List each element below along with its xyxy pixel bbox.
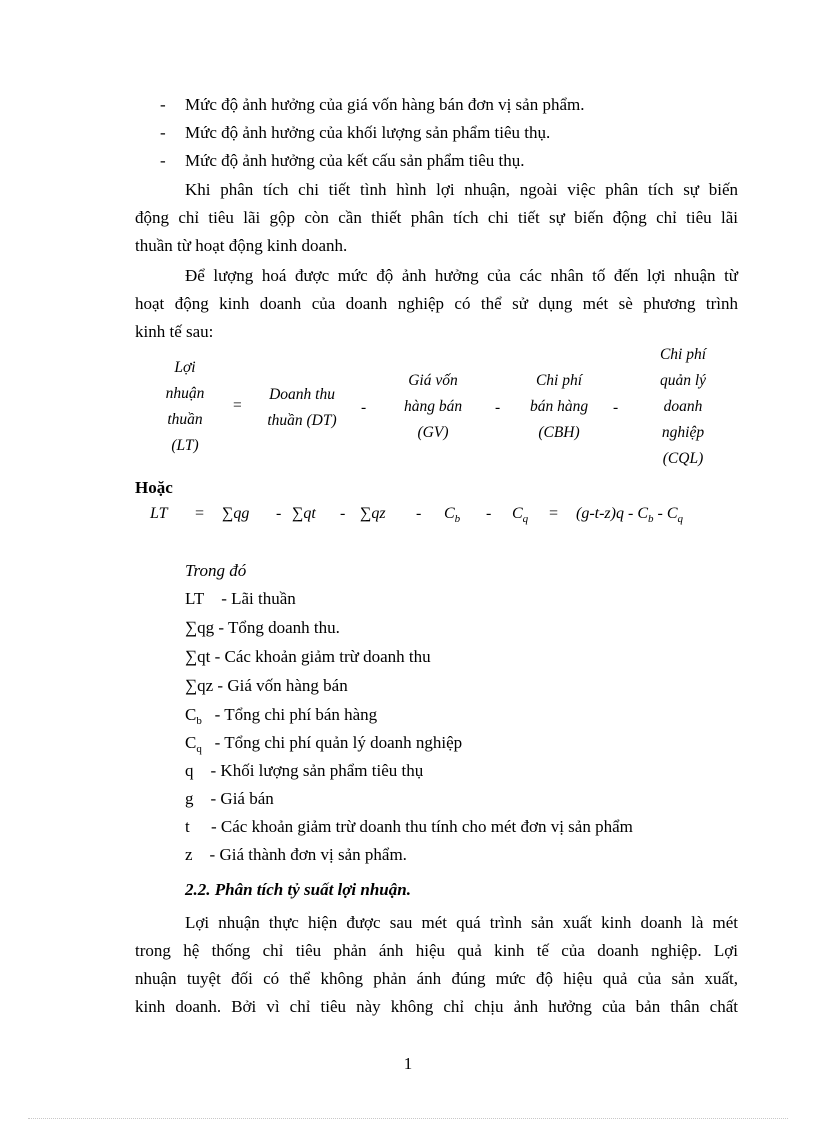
definition-item: [185, 817, 633, 839]
formula-sum-qg: ∑qg: [222, 505, 250, 522]
bullet-text: Mức độ ảnh hưởng của khối lượng sản phẩm tiêu thụ.: [185, 123, 551, 142]
paragraph-profit-ratio: [135, 909, 738, 1021]
equation-line: (CQL): [662, 450, 704, 467]
paragraph-intro: [135, 176, 738, 260]
definition-symbol: ∑qg: [185, 618, 215, 637]
definition-item: [185, 618, 340, 640]
equation-line: nhuận: [165, 385, 205, 402]
equation-line: doanh: [663, 398, 703, 415]
equation-line: Giá vốn: [408, 372, 458, 389]
equation-term-dt: [250, 382, 354, 434]
definition-symbol: C: [185, 705, 197, 724]
definition-text: - Giá thành đơn vị sản phẩm.: [192, 845, 407, 864]
paragraph-line: Lợi nhuận thực hiện được sau mét quá trình sản xuất kinh doanh là mét: [185, 913, 738, 932]
definition-text: - Các khoản giảm trừ doanh thu: [210, 647, 431, 666]
equation-line: Chi phí: [535, 372, 583, 389]
equation-line: nghiệp: [661, 424, 705, 441]
equals-sign: =: [233, 397, 242, 414]
paragraph-line: động chỉ tiêu lãi gộp còn cần thiết phân tích chi tiết sự biến động chỉ tiêu lãi: [135, 208, 738, 227]
equation-line: hàng bán: [403, 398, 463, 415]
definition-symbol: C: [185, 733, 197, 752]
formula-rhs: [576, 505, 683, 525]
definition-text: - Các khoản giảm trừ doanh thu tính cho mét đơn vị sản phẩm: [189, 817, 633, 836]
definition-symbol: z: [185, 845, 193, 864]
symbol-c: C: [444, 505, 455, 522]
equation-line: Chi phí: [659, 346, 707, 363]
bullet-dash: -: [160, 95, 166, 114]
formula-sum-qz: ∑qz: [360, 505, 386, 522]
page-footer-divider: [28, 1118, 788, 1119]
subscript: b: [454, 513, 461, 525]
minus-sign: -: [361, 399, 367, 416]
definition-symbol: ∑qz: [185, 676, 214, 695]
rhs-text: - C: [653, 505, 678, 522]
definition-text: - Lãi thuần: [204, 589, 296, 608]
equation-line: (LT): [171, 437, 199, 454]
definition-text: - Giá bán: [193, 789, 274, 808]
section-heading: 2.2. Phân tích tỷ suất lợi nhuận.: [185, 880, 411, 899]
subscript: b: [196, 715, 202, 727]
paragraph-line: Khi phân tích chi tiết tình hình lợi nhuận, ngoài việc phân tích sự biến: [185, 180, 738, 199]
bullet-text: Mức độ ảnh hưởng của giá vốn hàng bán đơn vị sản phẩm.: [185, 95, 585, 114]
equation-line: Doanh thu: [269, 386, 335, 403]
definition-item: [185, 845, 407, 867]
definition-text: - Khối lượng sản phẩm tiêu thụ: [193, 761, 424, 780]
or-label: Hoặc: [135, 478, 173, 497]
paragraph-line: thuần từ hoạt động kinh doanh.: [135, 236, 348, 255]
equation-line: bán hàng: [529, 398, 589, 415]
definition-item: [185, 647, 431, 669]
page-number: 1: [403, 1054, 413, 1073]
paragraph-line: kinh tế sau:: [135, 322, 214, 341]
equation-line: Lợi: [174, 359, 196, 376]
formula-minus: -: [340, 505, 346, 522]
equation-term-cbh: [514, 368, 604, 446]
bullet-text: Mức độ ảnh hưởng của kết cấu sản phẩm tiêu thụ.: [185, 151, 525, 170]
equation-term-gv: [380, 368, 486, 446]
formula-equals: =: [548, 505, 559, 522]
formula-cq: [512, 505, 528, 525]
equation-line: thuần (DT): [267, 412, 337, 429]
paragraph-line: kinh doanh. Bởi vì chỉ tiêu này không chỉ chịu ảnh hưởng của bản thân chất: [135, 997, 738, 1016]
definition-item: [185, 789, 274, 811]
formula-lt: LT: [150, 505, 168, 522]
definition-text: - Tổng chi phí quản lý doanh nghiệp: [201, 733, 463, 752]
minus-sign: -: [495, 399, 501, 416]
definition-item: [185, 705, 377, 727]
equation-line: (CBH): [538, 424, 580, 441]
formula-minus: -: [416, 505, 422, 522]
paragraph-line: nhuận tuyệt đối có thể không phản ánh đúng mức độ hiệu quả của sản xuất,: [135, 969, 738, 988]
bullet-dash: -: [160, 151, 166, 170]
bullet-dash: -: [160, 123, 166, 142]
definition-text: - Tổng doanh thu.: [214, 618, 340, 637]
formula-sum-qt: ∑qt: [292, 505, 316, 522]
subscript: b: [647, 513, 654, 525]
where-label: Trong đó: [185, 561, 247, 580]
formula-cb: [444, 505, 460, 525]
formula-minus: -: [276, 505, 282, 522]
equation-line: quản lý: [659, 372, 707, 389]
definition-item: [185, 733, 462, 755]
definition-text: - Tổng chi phí bán hàng: [201, 705, 378, 724]
subscript: q: [196, 743, 202, 755]
subscript: q: [522, 513, 529, 525]
definition-symbol: LT: [185, 589, 205, 608]
paragraph-line: trong hệ thống chỉ tiêu phản ánh hiệu quả kinh tế của doanh nghiệp. Lợi: [135, 941, 738, 960]
rhs-text: (g-t-z)q - C: [576, 505, 648, 522]
definition-symbol: t: [185, 817, 190, 836]
formula-equals: =: [194, 505, 205, 522]
definition-item: [185, 676, 348, 698]
equation-line: (GV): [417, 424, 449, 441]
definition-symbol: q: [185, 761, 194, 780]
formula-minus: -: [486, 505, 492, 522]
equation-term-lt: [145, 355, 225, 459]
definition-item: [185, 761, 423, 783]
definition-symbol: ∑qt: [185, 647, 211, 666]
minus-sign: -: [613, 399, 619, 416]
paragraph-line: Để lượng hoá được mức độ ảnh hưởng của các nhân tố đến lợi nhuận từ: [185, 266, 738, 285]
paragraph-line: hoạt động kinh doanh của doanh nghiệp có thể sử dụng mét sè phương trình: [135, 294, 738, 313]
definition-item: [185, 589, 296, 611]
symbol-c: C: [512, 505, 523, 522]
definition-symbol: g: [185, 789, 194, 808]
subscript: q: [677, 513, 683, 525]
equation-term-cql: [632, 342, 734, 472]
definition-text: - Giá vốn hàng bán: [213, 676, 348, 695]
paragraph-method: [135, 262, 738, 346]
equation-line: thuần: [167, 411, 203, 428]
